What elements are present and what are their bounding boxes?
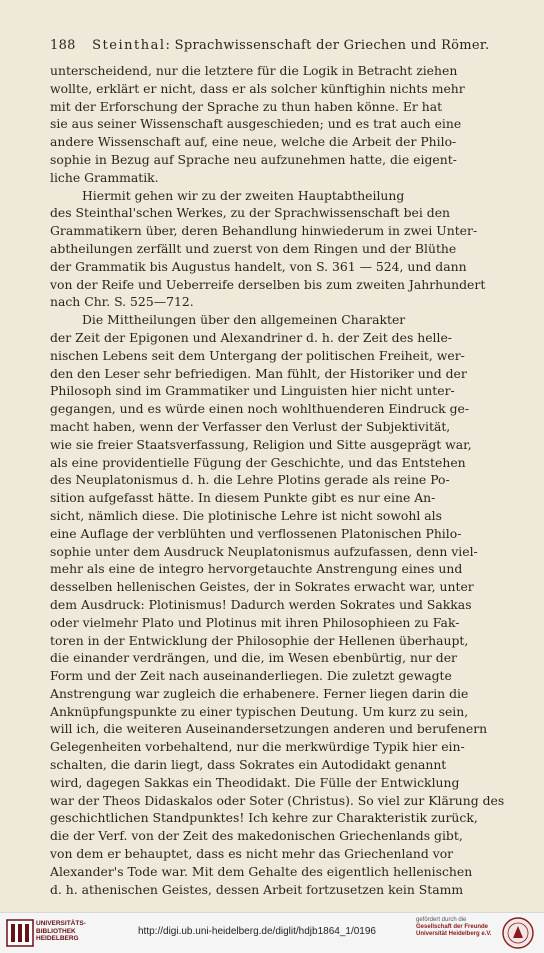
university-seal-icon bbox=[500, 916, 536, 950]
text-line: die einander verdrängen, und die, im Wesen ebenbürtig, nur der bbox=[50, 650, 457, 666]
text-line: mit der Erforschung der Sprache zu thun haben könne. Er hat bbox=[50, 98, 443, 114]
text-line: toren in der Entwicklung der Philosophie der Hellenen überhaupt, bbox=[50, 632, 469, 648]
text-line: nischen Lebens seit dem Untergang der politischen Freiheit, wer- bbox=[50, 347, 465, 363]
source-url[interactable]: http://digi.ub.uni-heidelberg.de/diglit/hdjb1864_1/0196 bbox=[138, 926, 376, 937]
library-logo-icon bbox=[6, 919, 34, 947]
text-line: gegangen, und es würde einen noch wohlthuenderen Eindruck ge- bbox=[50, 401, 470, 417]
text-line: sicht, nämlich diese. Die plotinische Lehre ist nicht sowohl als bbox=[50, 507, 442, 523]
funded-by-label: gefördert durch die bbox=[416, 917, 467, 923]
text-line: sophie in Bezug auf Sprache neu aufzunehmen hatte, die eigent- bbox=[50, 151, 457, 167]
text-line: liche Grammatik. bbox=[50, 169, 159, 185]
text-line: dem Ausdruck: Plotinismus! Dadurch werden Sokrates und Sakkas bbox=[50, 596, 472, 612]
text-line: als eine providentielle Fügung der Geschichte, und das Entstehen bbox=[50, 454, 466, 470]
text-line: des Neuplatonismus d. h. die Lehre Plotins gerade als reine Po- bbox=[50, 472, 450, 488]
page-number: 188 bbox=[50, 38, 76, 53]
text-line: war der Theos Didaskalos oder Soter (Christus). So viel zur Klärung des bbox=[50, 792, 505, 808]
text-line: den den Leser sehr befriedigen. Man fühlt, der Historiker und der bbox=[50, 365, 467, 381]
running-header bbox=[50, 38, 510, 53]
digitization-footer bbox=[0, 912, 544, 953]
text-line: Hiermit gehen wir zu der zweiten Hauptabtheilung bbox=[82, 187, 405, 203]
text-line: mehr als eine de integro hervorgetauchte Anstrengung eines und bbox=[50, 561, 463, 577]
header-subtitle: : Sprachwissenschaft der Griechen und Römer. bbox=[165, 38, 490, 53]
text-body bbox=[50, 62, 515, 898]
text-line: Grammatikern über, deren Behandlung hinwiederum in zwei Unter- bbox=[50, 223, 478, 239]
text-line: von der Reife und Ueberreife derselben bis zum zweiten Jahrhundert bbox=[50, 276, 486, 292]
text-line: der Zeit der Epigonen und Alexandriner d. h. der Zeit des helle- bbox=[50, 329, 452, 345]
text-line: Anstrengung war zugleich die erhabenere. Ferner liegen darin die bbox=[50, 685, 469, 701]
text-line: Philosoph sind im Grammatiker und Linguisten hier nicht unter- bbox=[50, 383, 455, 399]
text-line: Gelegenheiten vorbehaltend, nur die merkwürdige Typik hier ein- bbox=[50, 739, 465, 755]
text-line: Form und der Zeit nach auseinanderliegen. Die zuletzt gewagte bbox=[50, 668, 452, 684]
funder-name: Gesellschaft der Freunde Universität Heidelberg e.V. bbox=[416, 924, 492, 937]
header-title bbox=[92, 38, 489, 53]
text-line: schalten, die darin liegt, dass Sokrates ein Autodidakt genannt bbox=[50, 757, 447, 773]
header-author: Steinthal bbox=[92, 38, 166, 53]
text-line: macht haben, wenn der Verfasser den Verlust der Subjektivität, bbox=[50, 418, 451, 434]
text-line: sie aus seiner Wissenschaft ausgeschieden; und es trat auch eine bbox=[50, 116, 462, 132]
text-line: oder vielmehr Plato und Plotinus mit ihren Philosophieen zu Fak- bbox=[50, 614, 460, 630]
funding-note bbox=[416, 917, 496, 938]
text-line: andere Wissenschaft auf, eine neue, welche die Arbeit der Philo- bbox=[50, 134, 457, 150]
text-line: will ich, die weiteren Auseinandersetzungen anderen und berufenern bbox=[50, 721, 488, 737]
library-name: UNIVERSITÄTS- BIBLIOTHEK HEIDELBERG bbox=[36, 920, 86, 942]
text-line: sition aufgefasst hätte. In diesem Punkte gibt es nur eine An- bbox=[50, 490, 436, 506]
text-line: Die Mittheilungen über den allgemeinen Charakter bbox=[82, 312, 406, 328]
text-line: d. h. athenischen Geistes, dessen Arbeit fortzusetzen kein Stamm bbox=[50, 881, 464, 897]
text-line: eine Auflage der verblühten und verflossenen Platonischen Philo- bbox=[50, 525, 462, 541]
text-line: unterscheidend, nur die letztere für die Logik in Betracht ziehen bbox=[50, 63, 458, 78]
text-line: wie sie freier Staatsverfassung, Religion und Sitte ausgeprägt war, bbox=[50, 436, 472, 452]
text-line: desselben hellenischen Geistes, der in Sokrates erwacht war, unter bbox=[50, 579, 474, 595]
text-line: abtheilungen zerfällt und zuerst von dem Ringen und der Blüthe bbox=[50, 240, 457, 256]
text-line: wird, dagegen Sakkas ein Theodidakt. Die Fülle der Entwicklung bbox=[50, 774, 460, 790]
text-line: von dem er behauptet, dass es nicht mehr das Griechenland vor bbox=[50, 846, 454, 862]
text-line: Alexander's Tode war. Mit dem Gehalte des eigentlich hellenischen bbox=[50, 863, 473, 879]
text-line: der Grammatik bis Augustus handelt, von S. 361 — 524, und dann bbox=[50, 258, 467, 274]
text-line: des Steinthal'schen Werkes, zu der Sprachwissenschaft bei den bbox=[50, 205, 451, 221]
text-line: Anknüpfungspunkte zu einer typischen Deutung. Um kurz zu sein, bbox=[50, 703, 469, 719]
text-line: die der Verf. von der Zeit des makedonischen Griechenlands gibt, bbox=[50, 828, 463, 844]
text-line: sophie unter dem Ausdruck Neuplatonismus aufzufassen, denn viel- bbox=[50, 543, 478, 559]
text-line: wollte, erklärt er nicht, dass er als solcher künftighin nichts mehr bbox=[50, 80, 465, 96]
text-line: geschichtlichen Standpunktes! Ich kehre zur Charakteristik zurück, bbox=[50, 810, 478, 826]
text-line: nach Chr. S. 525—712. bbox=[50, 294, 194, 310]
